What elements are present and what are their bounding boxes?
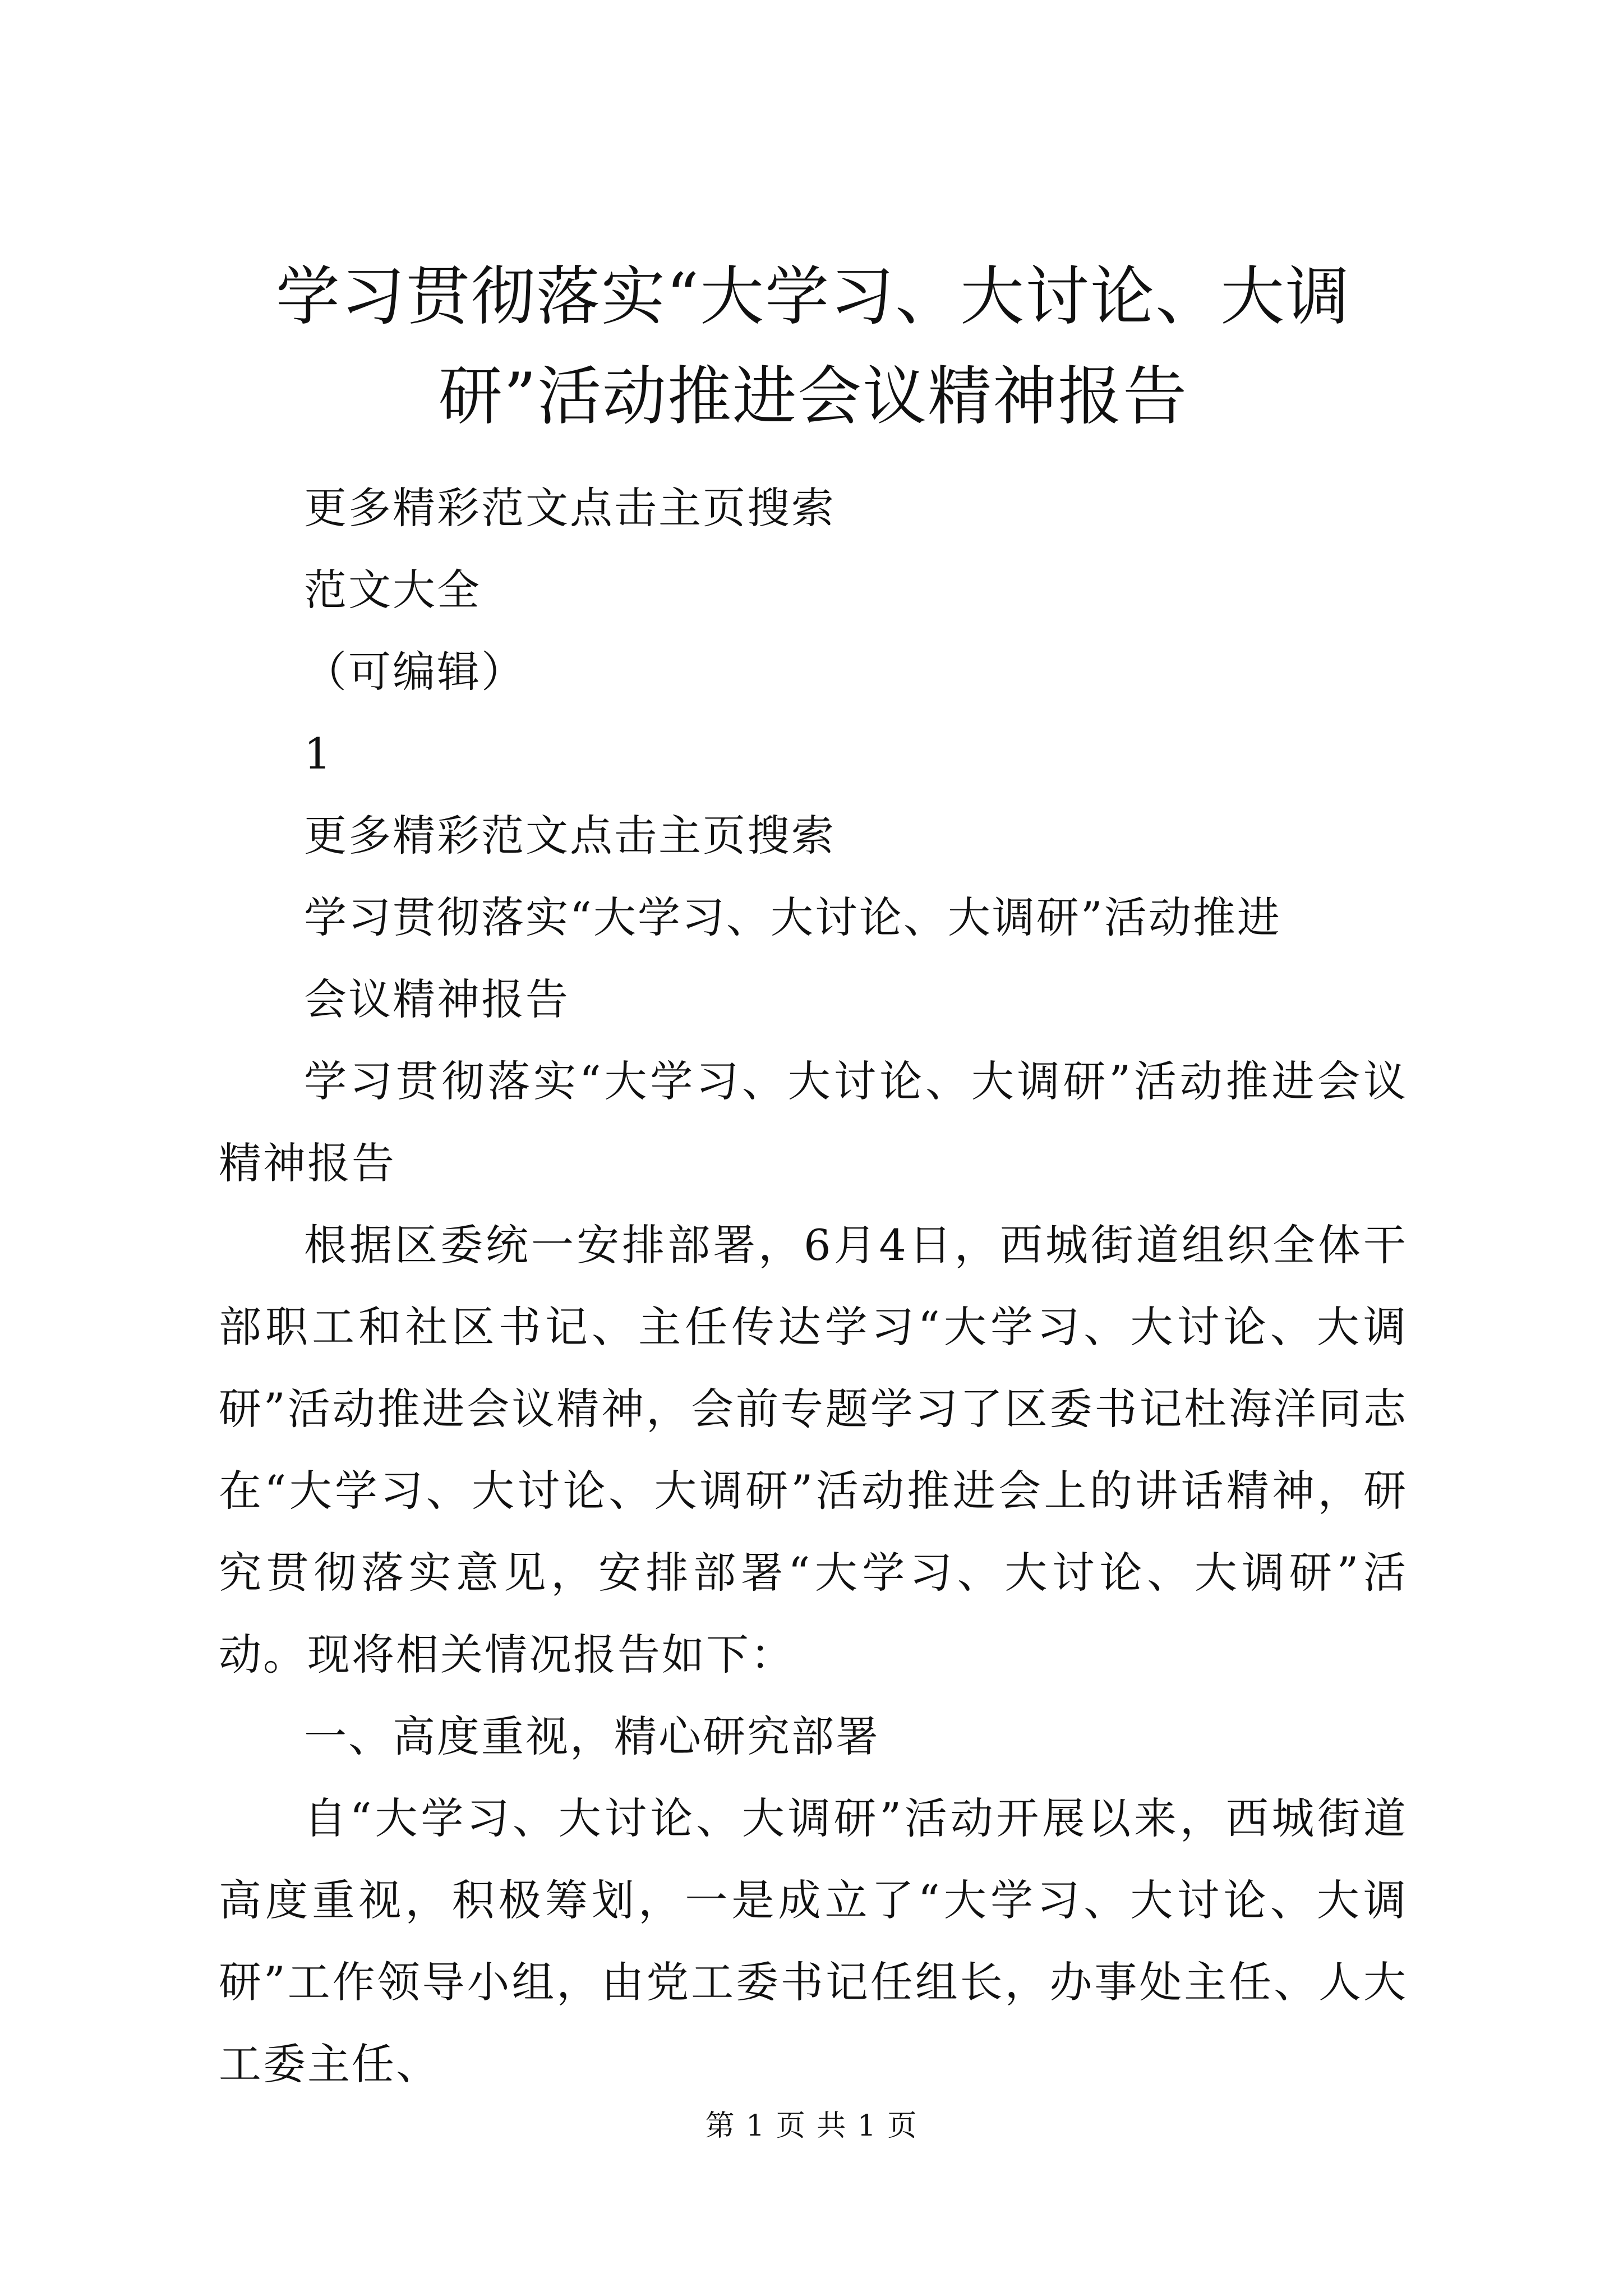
document-body — [219, 467, 1408, 2105]
body-line: 范文大全 — [304, 565, 481, 615]
body-line: 学习贯彻落实“大学习、大讨论、大调研”活动推进 — [304, 892, 1281, 942]
body-paragraph: 根据区委统一安排部署，6月4日，西城街道组织全体干部职工和社区书记、主任传达学习“大学习、大讨论、大调研”活动推进会议精神，会前专题学习了区委书记杜海洋同志在“大学习、大讨论、大调研”活动推进会上的讲话精神，研究贯彻落实意见，安排部署“大学习、大讨论、大调研”活动。现将相关情况报告如下： — [219, 1220, 1408, 1680]
body-line: 1 — [304, 729, 333, 779]
body-line: 会议精神报告 — [304, 974, 570, 1024]
body-line: 更多精彩范文点击主页搜索 — [304, 811, 836, 861]
body-paragraph: 学习贯彻落实“大学习、大讨论、大调研”活动推进会议精神报告 — [219, 1056, 1408, 1188]
body-line: 更多精彩范文点击主页搜索 — [304, 483, 836, 533]
body-paragraph: 自“大学习、大讨论、大调研”活动开展以来，西城街道高度重视，积极筹划，一是成立了“大学习、大讨论、大调研”工作领导小组，由党工委书记任组长，办事处主任、人大工委主任、 — [219, 1793, 1408, 2089]
page-number-footer: 第 1 页 共 1 页 — [705, 2109, 918, 2143]
document-title: 学习贯彻落实“大学习、大讨论、大调研”活动推进会议精神报告 — [275, 259, 1351, 434]
body-line: （可编辑） — [304, 647, 525, 697]
section-heading: 一、高度重视，精心研究部署 — [304, 1711, 880, 1761]
